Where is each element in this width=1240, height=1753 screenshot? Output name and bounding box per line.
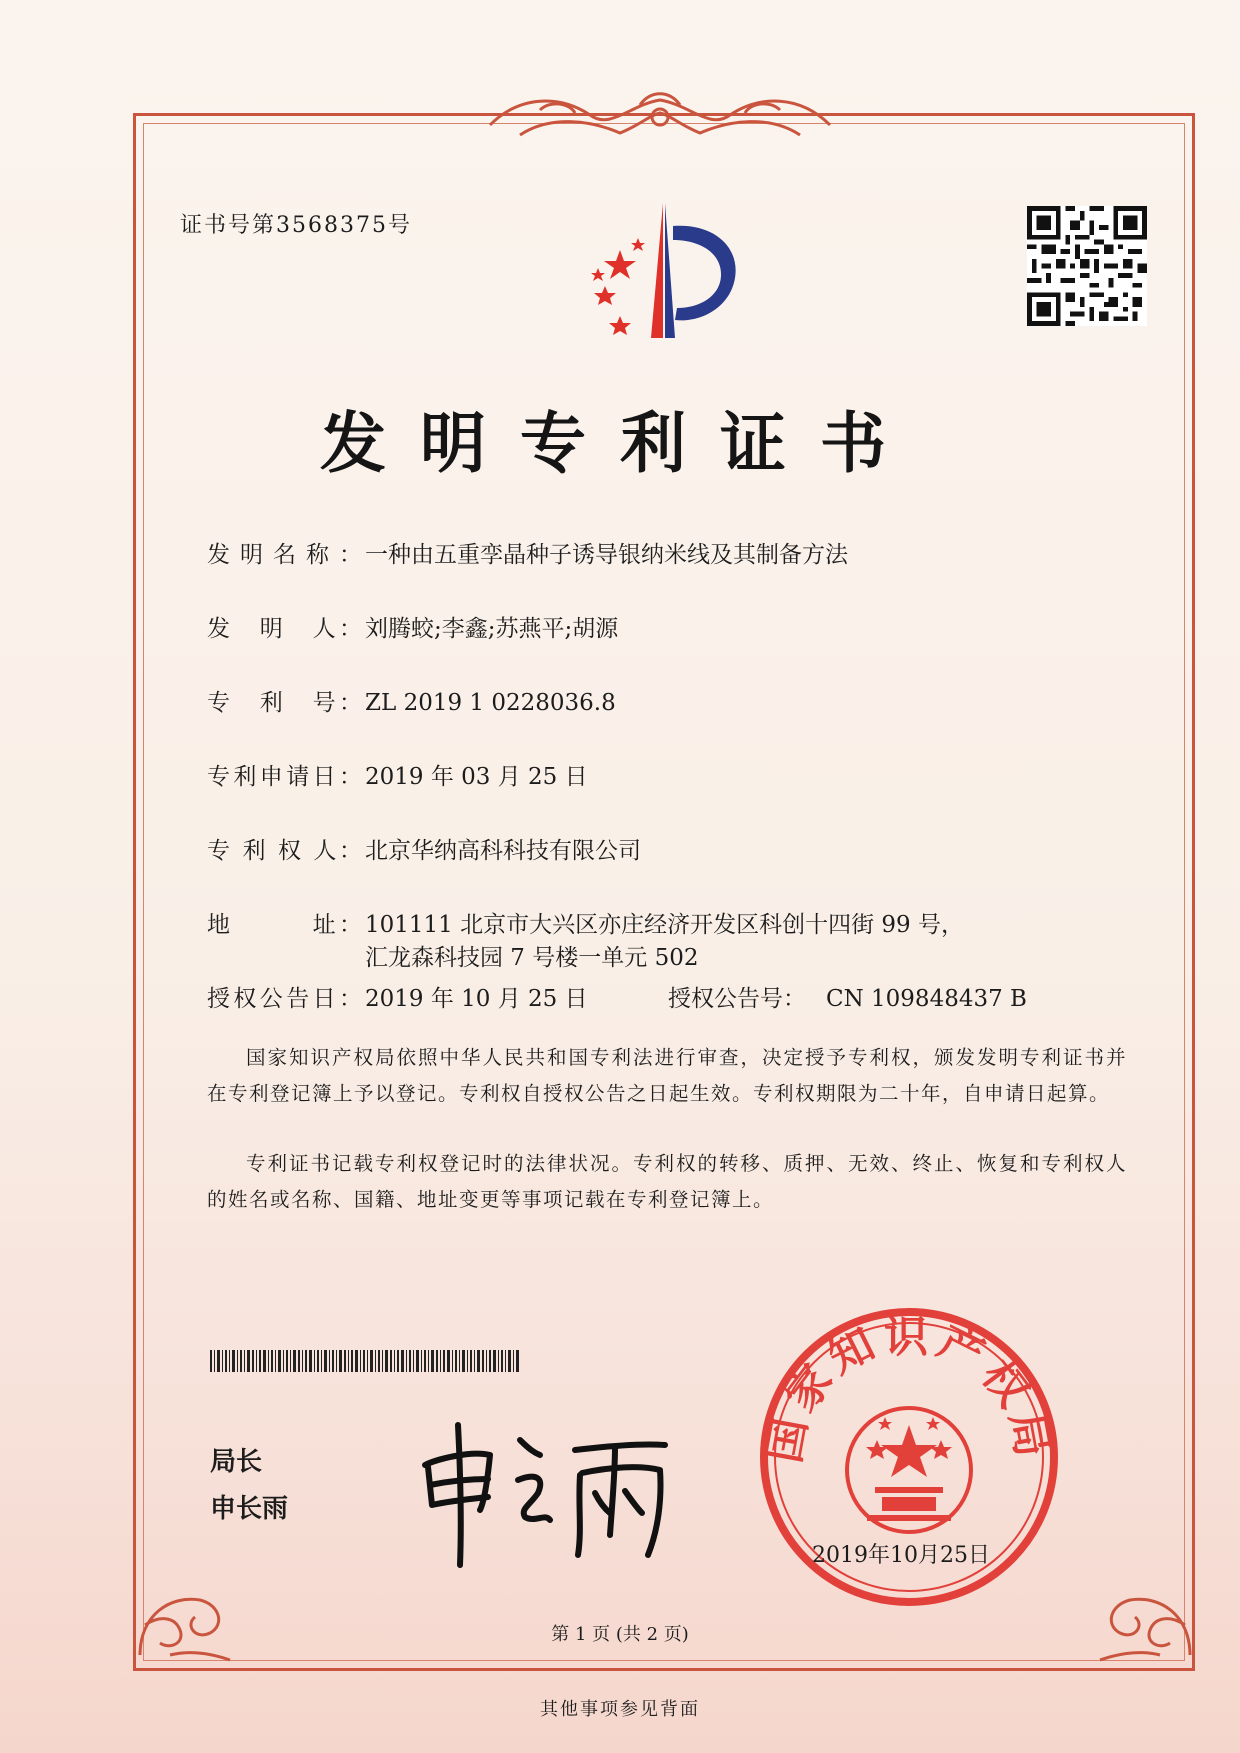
barcode-icon [210,1350,520,1372]
cnipa-logo-icon [565,198,760,348]
grant-date-value: 2019 年 10 月 25 日 [365,986,588,1012]
grant-number-value: CN 109848437 B [826,986,1027,1012]
patentee-value: 北京华纳高科科技有限公司 [365,838,641,864]
signatory-title: 局长 [210,1447,263,1477]
inventors-value: 刘腾蛟;李鑫;苏燕平;胡源 [365,616,619,642]
body-paragraph-1: 国家知识产权局依照中华人民共和国专利法进行审查，决定授予专利权，颁发发明专利证书并在专利登记簿上予以登记。专利权自授权公告之日起生效。专利权期限为二十年，自申请日起算。 [207,1046,1127,1105]
top-ornament-icon [480,85,840,147]
grant-number-label: 授权公告号： [668,986,806,1012]
address-label: 地 址： [207,912,362,938]
seal-text: 国家知识产权局 [758,1311,1060,1467]
invention-name-label: 发明名称： [207,542,362,568]
certificate-title: 发明专利证书 [320,405,920,482]
address-value-line1: 101111 北京市大兴区亦庄经济开发区科创十四街 99 号， [365,912,964,938]
body-paragraph-2: 专利证书记载专利权登记时的法律状况。专利权的转移、质押、无效、终止、恢复和专利权人的姓名或名称、国籍、地址变更等事项记载在专利登记簿上。 [207,1152,1127,1211]
signatory-name: 申长雨 [210,1494,289,1524]
qr-code-icon [1027,206,1147,326]
patent-number-value: ZL 2019 1 0228036.8 [365,690,616,716]
invention-name-value: 一种由五重孪晶种子诱导银纳米线及其制备方法 [365,542,848,568]
page-number: 第 1 页 (共 2 页) [551,1624,689,1645]
footer-note: 其他事项参见背面 [540,1699,700,1720]
patent-number-label: 专 利 号： [207,690,362,716]
inventors-label: 发 明 人： [207,616,362,642]
patentee-label: 专 利 权 人： [207,838,362,864]
handwritten-signature-icon [410,1405,680,1575]
grant-date-label: 授权公告日： [207,986,362,1012]
address-value-line2: 汇龙森科技园 7 号楼一单元 502 [365,945,699,971]
filing-date-label: 专利申请日： [207,764,362,790]
certificate-number: 证书号第3568375号 [180,213,412,238]
bottom-left-ornament-icon [130,1555,240,1665]
filing-date-value: 2019 年 03 月 25 日 [365,764,588,790]
bottom-right-ornament-icon [1090,1555,1200,1665]
seal-date: 2019年10月25日 [812,1543,990,1568]
